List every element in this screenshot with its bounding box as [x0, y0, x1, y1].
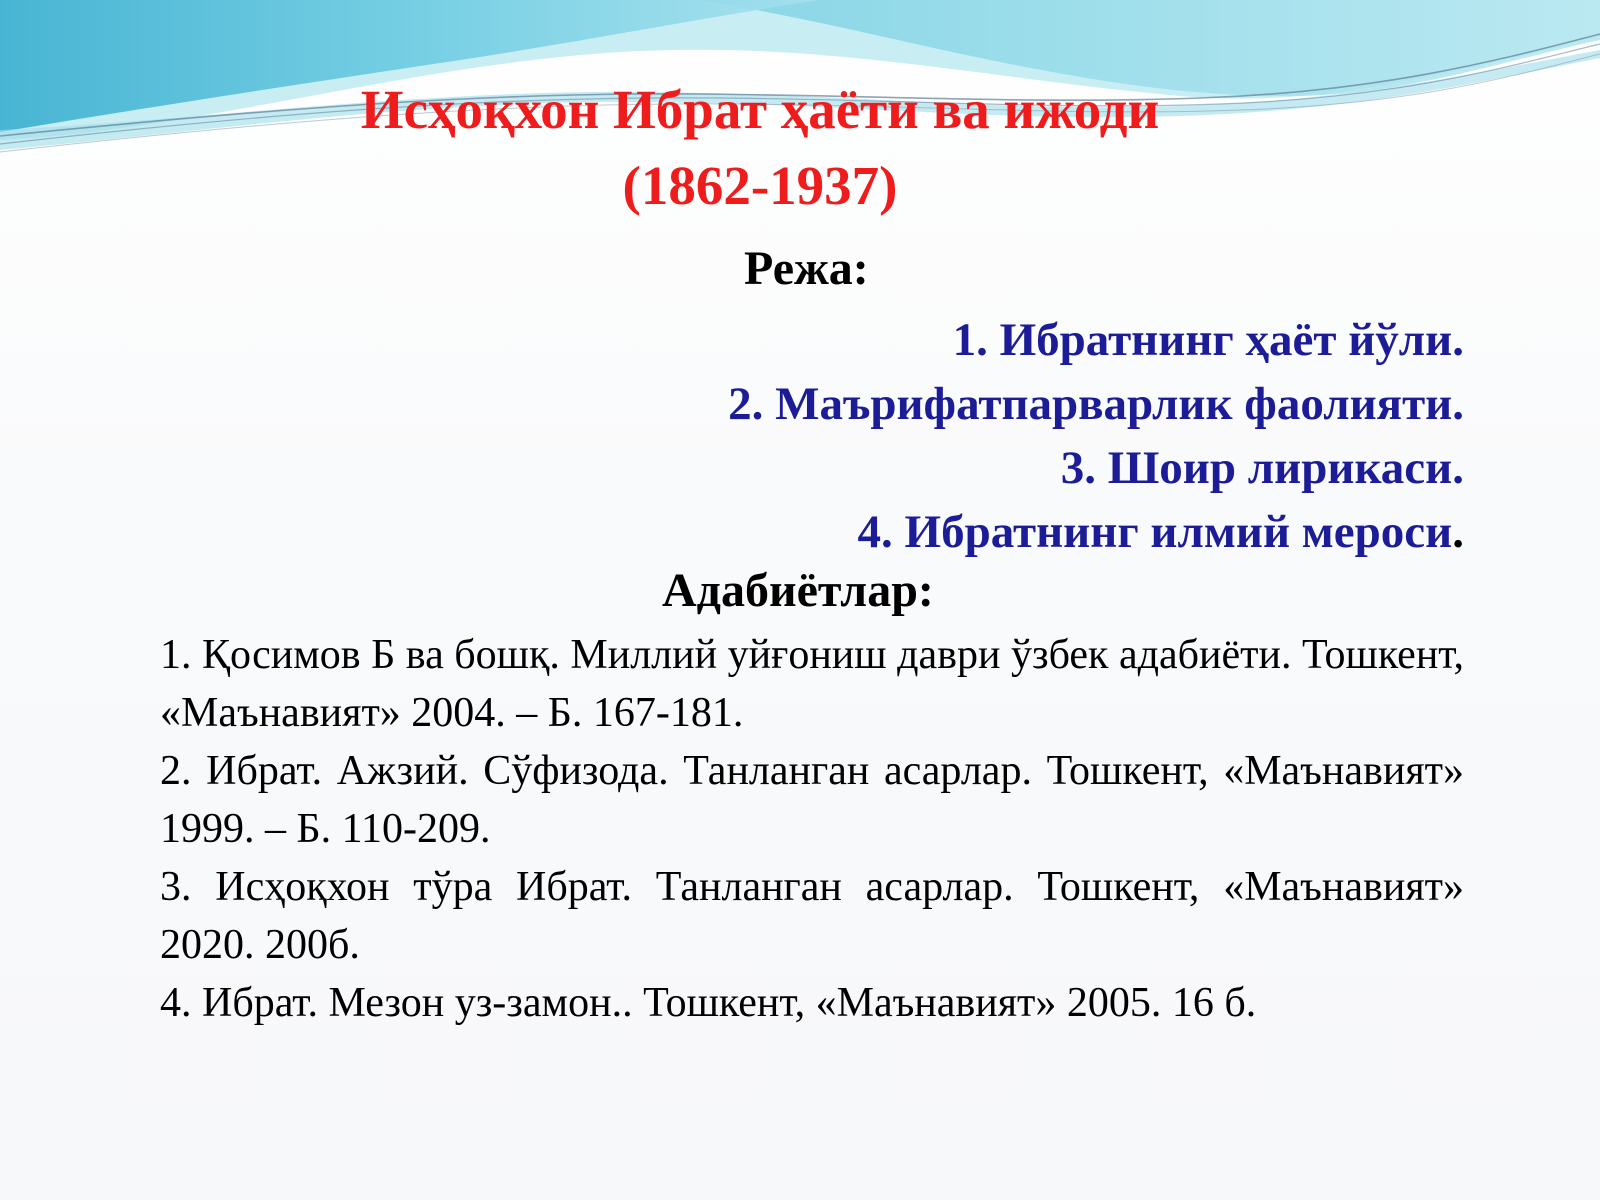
reference-item: 2. Ибрат. Ажзий. Сўфизода. Танланган асарлар. Тошкент, «Маънавият» 1999. – Б. 110-209.	[160, 748, 1464, 852]
slide-title: Исҳоқхон Ибрат ҳаёти ва ижоди	[360, 79, 1160, 140]
plan-list	[728, 308, 1464, 564]
plan-item-end-dot: .	[1452, 506, 1464, 558]
references-heading: Адабиётлар:	[662, 564, 934, 617]
plan-item	[728, 500, 1464, 564]
reference-item: 3. Исҳоқхон тўра Ибрат. Танланган асарлар. Тошкент, «Маънавият» 2020. 200б.	[160, 864, 1464, 968]
plan-item-text: 1. Ибратнинг ҳаёт йўли.	[952, 314, 1464, 366]
plan-item-text: 2. Маърифатпарварлик фаолияти.	[728, 378, 1464, 430]
slide-title-years: (1862-1937)	[622, 155, 898, 216]
reference-item: 4. Ибрат. Мезон уз-замон.. Тошкент, «Маънавият» 2005. 16 б.	[160, 980, 1257, 1026]
plan-item	[728, 436, 1464, 500]
reference-item: 1. Қосимов Б ва бошқ. Миллий уйғониш даври ўзбек адабиёти. Тошкент, «Маънавият» 2004. – Б. 167-181.	[160, 632, 1464, 736]
plan-heading: Режа:	[744, 242, 869, 295]
plan-item	[728, 308, 1464, 372]
references-list	[160, 626, 1464, 1032]
plan-item-text: 4. Ибратнинг илмий мероси	[857, 506, 1453, 558]
plan-item	[728, 372, 1464, 436]
plan-item-text: 3. Шоир лирикаси.	[1060, 442, 1464, 494]
